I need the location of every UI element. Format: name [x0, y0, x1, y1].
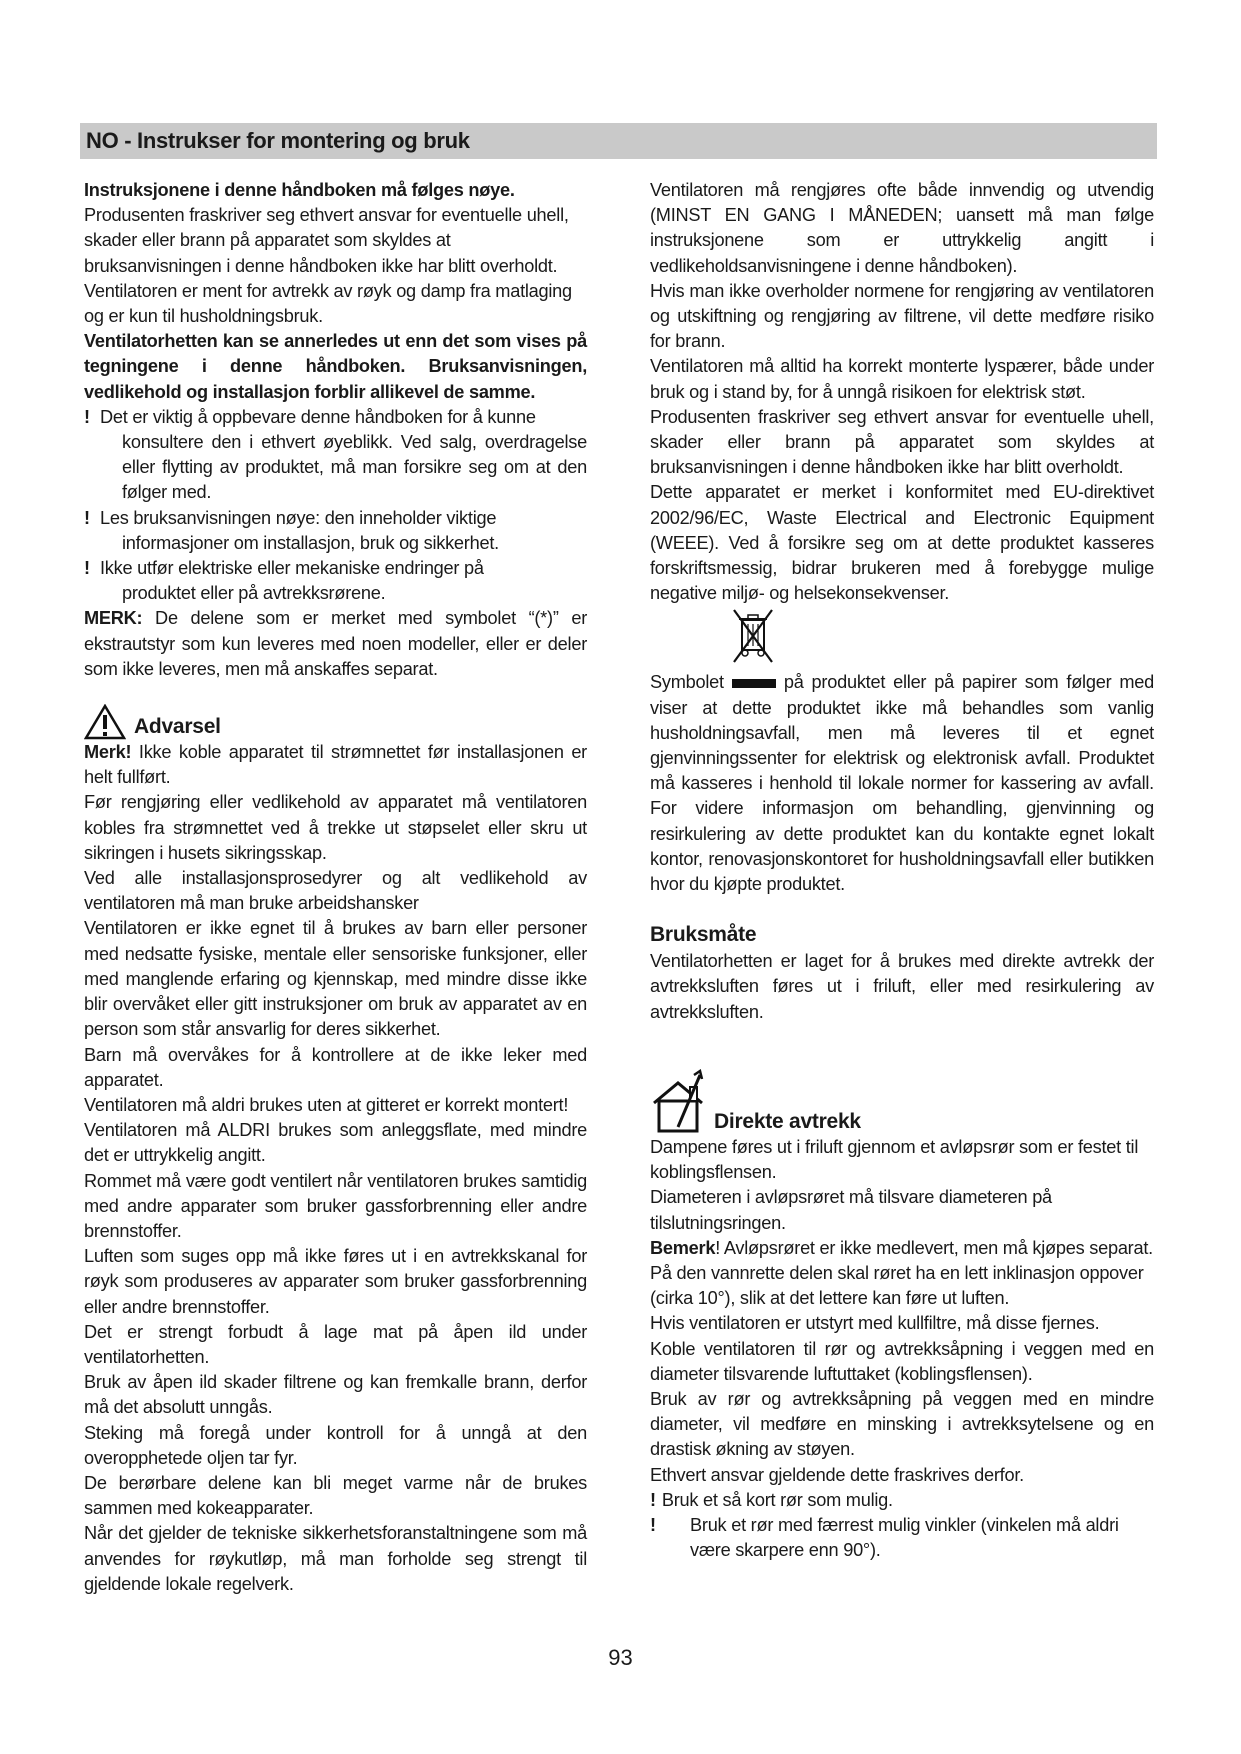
bullet-text: Ikke utfør elektriske eller mekaniske endringer på — [100, 558, 484, 579]
direct-exhaust-title: Direkte avtrekk — [714, 1109, 861, 1133]
symbol-text: på produktet eller på papirer som følger med viser at dette produktet ikke må behandles som vanlig husholdningsavfall, men må leveres til et egnet gjenvinningssenter for elektrisk og elektronisk avfall. Produktet må kasseres i henhold til lokale normer for kassering av avfall. For videre informasjon om behandling, gjenvinning og resirkulering av dette produktet kan du kontakte egnet lokalt kontor, renovasjonskontoret for husholdningsavfall eller butikken hvor du kjøpte produktet. — [650, 672, 1154, 895]
warning-paragraph: Barn må overvåkes for å kontrollere at de ikke leker med apparatet. — [84, 1044, 587, 1090]
merk-label: Merk! — [84, 742, 132, 763]
intro-bold-notice: Ventilatorhetten kan se annerledes ut enn det som vises på tegningene i denne håndboken. Bruksanvisningen, vedlikehold og installasjon forblir allikevel de samme. — [84, 331, 587, 402]
warning-paragraph: Luften som suges opp må ikke føres ut i en avtrekkskanal for røyk som produseres av apparater som bruker gassforbrenning eller andre brennstoffer. — [84, 1246, 587, 1317]
warning-paragraph: Bruk av åpen ild skader filtrene og kan fremkalle brann, derfor må det absolutt unngås. — [84, 1372, 587, 1418]
maintenance-paragraph: Produsenten fraskriver seg ethvert ansvar for eventuelle uhell, skader eller brann på apparatet som skyldes at bruksanvisningen i denne håndboken ikke har blitt overholdt. — [650, 406, 1154, 478]
black-bar-symbol — [732, 679, 776, 688]
bullet-mark: ! — [84, 558, 90, 579]
bullet-mark: ! — [84, 406, 90, 427]
bullet-item — [84, 506, 587, 556]
warning-paragraph: De berørbare delene kan bli meget varme når de brukes sammen med kokeapparater. — [84, 1472, 587, 1519]
merk-text: Ikke koble apparatet til strømnettet før installasjonen er helt fullført. — [84, 742, 587, 788]
bullet-text: konsultere den i ethvert øyeblikk. Ved salg, overdragelse eller flytting av produktet, må man forsikre seg om at den følger med. — [122, 432, 587, 503]
page-number: 93 — [608, 1645, 633, 1670]
warning-paragraph: Ventilatoren er ikke egnet til å brukes av barn eller personer med nedsatte fysiske, mentale eller sensoriske funksjoner, eller med manglende erfaring og kjennskap, med mindre disse ikke blir overvåket eller gitt instruksjoner om bruk av apparatet av en person som står ansvarlig for deres sikkerhet. — [84, 918, 587, 1040]
weee-paragraph: Dette apparatet er merket i konformitet med EU-direktivet 2002/96/EC, Waste Electrical and Electronic Equipment (WEEE). Ved å forsikre seg om at dette produktet kasseres forskriftsmessig, bidrar brukeren med å forebygge mulige negative miljø- og helsekonsekvenser. — [650, 482, 1154, 604]
warning-paragraph: Før rengjøring eller vedlikehold av apparatet må ventilatoren kobles fra strømnettet ved å trekke ut støpselet eller skru ut sikringen i husets sikringsskap. — [84, 792, 587, 863]
weee-symbol — [650, 606, 1154, 670]
warning-paragraph: Steking må foregå under kontroll for å unngå at den overopphetede oljen tar fyr. — [84, 1422, 587, 1468]
maintenance-paragraph: Hvis man ikke overholder normene for rengjøring av ventilatoren og utskiftning og rengjøring av filtrene, vil dette medføre risiko for brann. — [650, 280, 1154, 352]
symbol-paragraph — [650, 670, 1154, 897]
warning-paragraph: Ventilatoren må aldri brukes uten at gitteret er korrekt montert! — [84, 1094, 569, 1115]
right-column — [650, 178, 1154, 1563]
bullet-item — [84, 556, 587, 606]
section-header: NO - Instrukser for montering og bruk — [80, 123, 1157, 159]
intro-paragraph: Produsenten fraskriver seg ethvert ansvar for eventuelle uhell, skader eller brann på apparatet som skyldes at bruksanvisningen i denne håndboken ikke har blitt overholdt. — [84, 205, 569, 276]
note-paragraph — [84, 606, 587, 682]
warning-paragraph: Det er strengt forbudt å lage mat på åpen ild under ventilatorhetten. — [84, 1321, 587, 1367]
bullet-item — [650, 1513, 1154, 1563]
note-text: De delene som er merket med symbolet “(*)” er ekstrautstyr som kun leveres med noen modeller, eller er deler som ikke leveres, men må anskaffes separat. — [84, 608, 587, 679]
maintenance-paragraph: Ventilatoren må alltid ha korrekt monterte lyspærer, både under bruk og i stand by, for å unngå risikoen for elektrisk støt. — [650, 356, 1154, 402]
symbol-word: Symbolet — [650, 672, 724, 693]
bemerk-label: Bemerk — [650, 1237, 716, 1258]
direct-paragraph: Hvis ventilatoren er utstyrt med kullfiltre, må disse fjernes. — [650, 1313, 1100, 1334]
maintenance-paragraph: Ventilatoren må rengjøres ofte både innvendig og utvendig (MINST EN GANG I MÅNEDEN; uansett må man følge instruksjonene som er uttrykkelig angitt i vedlikeholdsanvisningene i denne håndboken). — [650, 180, 1154, 276]
bullet-text: Bruk et rør med færrest mulig vinkler (vinkelen må aldri være skarpere enn 90°). — [690, 1514, 1119, 1561]
direct-paragraph: Ethvert ansvar gjeldende dette fraskrives derfor. — [650, 1464, 1024, 1485]
bullet-mark: ! — [650, 1489, 656, 1510]
house-exhaust-icon — [650, 1069, 708, 1135]
bemerk-text: ! Avløpsrøret er ikke medlevert, men må kjøpes separat. — [715, 1237, 1153, 1258]
merk-paragraph — [84, 740, 587, 790]
direct-exhaust-heading — [650, 1063, 1154, 1135]
bullet-item — [650, 1488, 1154, 1513]
bullet-mark: ! — [84, 507, 90, 528]
intro-paragraph: Ventilatoren er ment for avtrekk av røyk og damp fra matlaging og er kun til husholdningsbruk. — [84, 280, 572, 327]
warning-paragraph: Når det gjelder de tekniske sikkerhetsforanstaltningene som må anvendes for røykutløp, må man forholde seg strengt til gjeldende lokale regelverk. — [84, 1523, 587, 1594]
warning-paragraph: Ventilatoren må ALDRI brukes som anleggsflate, med mindre det er uttrykkelig angitt. — [84, 1120, 587, 1166]
direct-paragraph: Bruk av rør og avtrekksåpning på veggen med en mindre diameter, vil medføre en minsking i avtrekksytelsene og en drastisk økning av støyen. — [650, 1388, 1154, 1460]
note-label: MERK: — [84, 608, 143, 629]
bullet-text: Det er viktig å oppbevare denne håndboken for å kunne — [100, 406, 536, 427]
crossed-bin-icon — [730, 606, 776, 666]
usage-title: Bruksmåte — [650, 923, 757, 947]
direct-paragraph: Dampene føres ut i friluft gjennom et avløpsrør som er festet til koblingsflensen. — [650, 1136, 1139, 1183]
bullet-item — [84, 405, 587, 506]
left-column — [84, 178, 587, 1597]
direct-paragraph: Diameteren i avløpsrøret må tilsvare diameteren på tilslutningsringen. — [650, 1187, 1052, 1233]
warning-title: Advarsel — [134, 715, 221, 739]
bullet-text: produktet eller på avtrekksrørene. — [122, 583, 386, 604]
warning-paragraph: Rommet må være godt ventilert når ventilatoren brukes samtidig med andre apparater som bruker gassforbrenning eller andre brennstoffer. — [84, 1170, 587, 1241]
bullet-text: Les bruksanvisningen nøye: den inneholder viktige — [100, 507, 497, 528]
direct-paragraph: På den vannrette delen skal røret ha en lett inklinasjon oppover (cirka 10°), slik at det lettere kan føre ut luften. — [650, 1262, 1144, 1309]
direct-paragraph: Koble ventilatoren til rør og avtrekksåpning i veggen med en diameter tilsvarende luftuttaket (koblingsflensen). — [650, 1338, 1154, 1384]
bullet-mark: ! — [650, 1514, 656, 1535]
intro-bold: Instruksjonene i denne håndboken må følges nøye. — [84, 180, 515, 200]
bullet-text: Bruk et så kort rør som mulig. — [661, 1489, 893, 1510]
bullet-text: informasjoner om installasjon, bruk og sikkerhet. — [122, 532, 499, 553]
bemerk-paragraph — [650, 1236, 1154, 1261]
usage-paragraph: Ventilatorhetten er laget for å brukes med direkte avtrekk der avtrekksluften føres ut i friluft, eller med resirkulering av avtrekksluften. — [650, 951, 1154, 1022]
warning-triangle-icon — [84, 704, 126, 740]
warning-paragraph: Ved alle installasjonsprosedyrer og alt vedlikehold av ventilatoren må man bruke arbeidshansker — [84, 868, 587, 914]
warning-heading — [84, 696, 587, 740]
